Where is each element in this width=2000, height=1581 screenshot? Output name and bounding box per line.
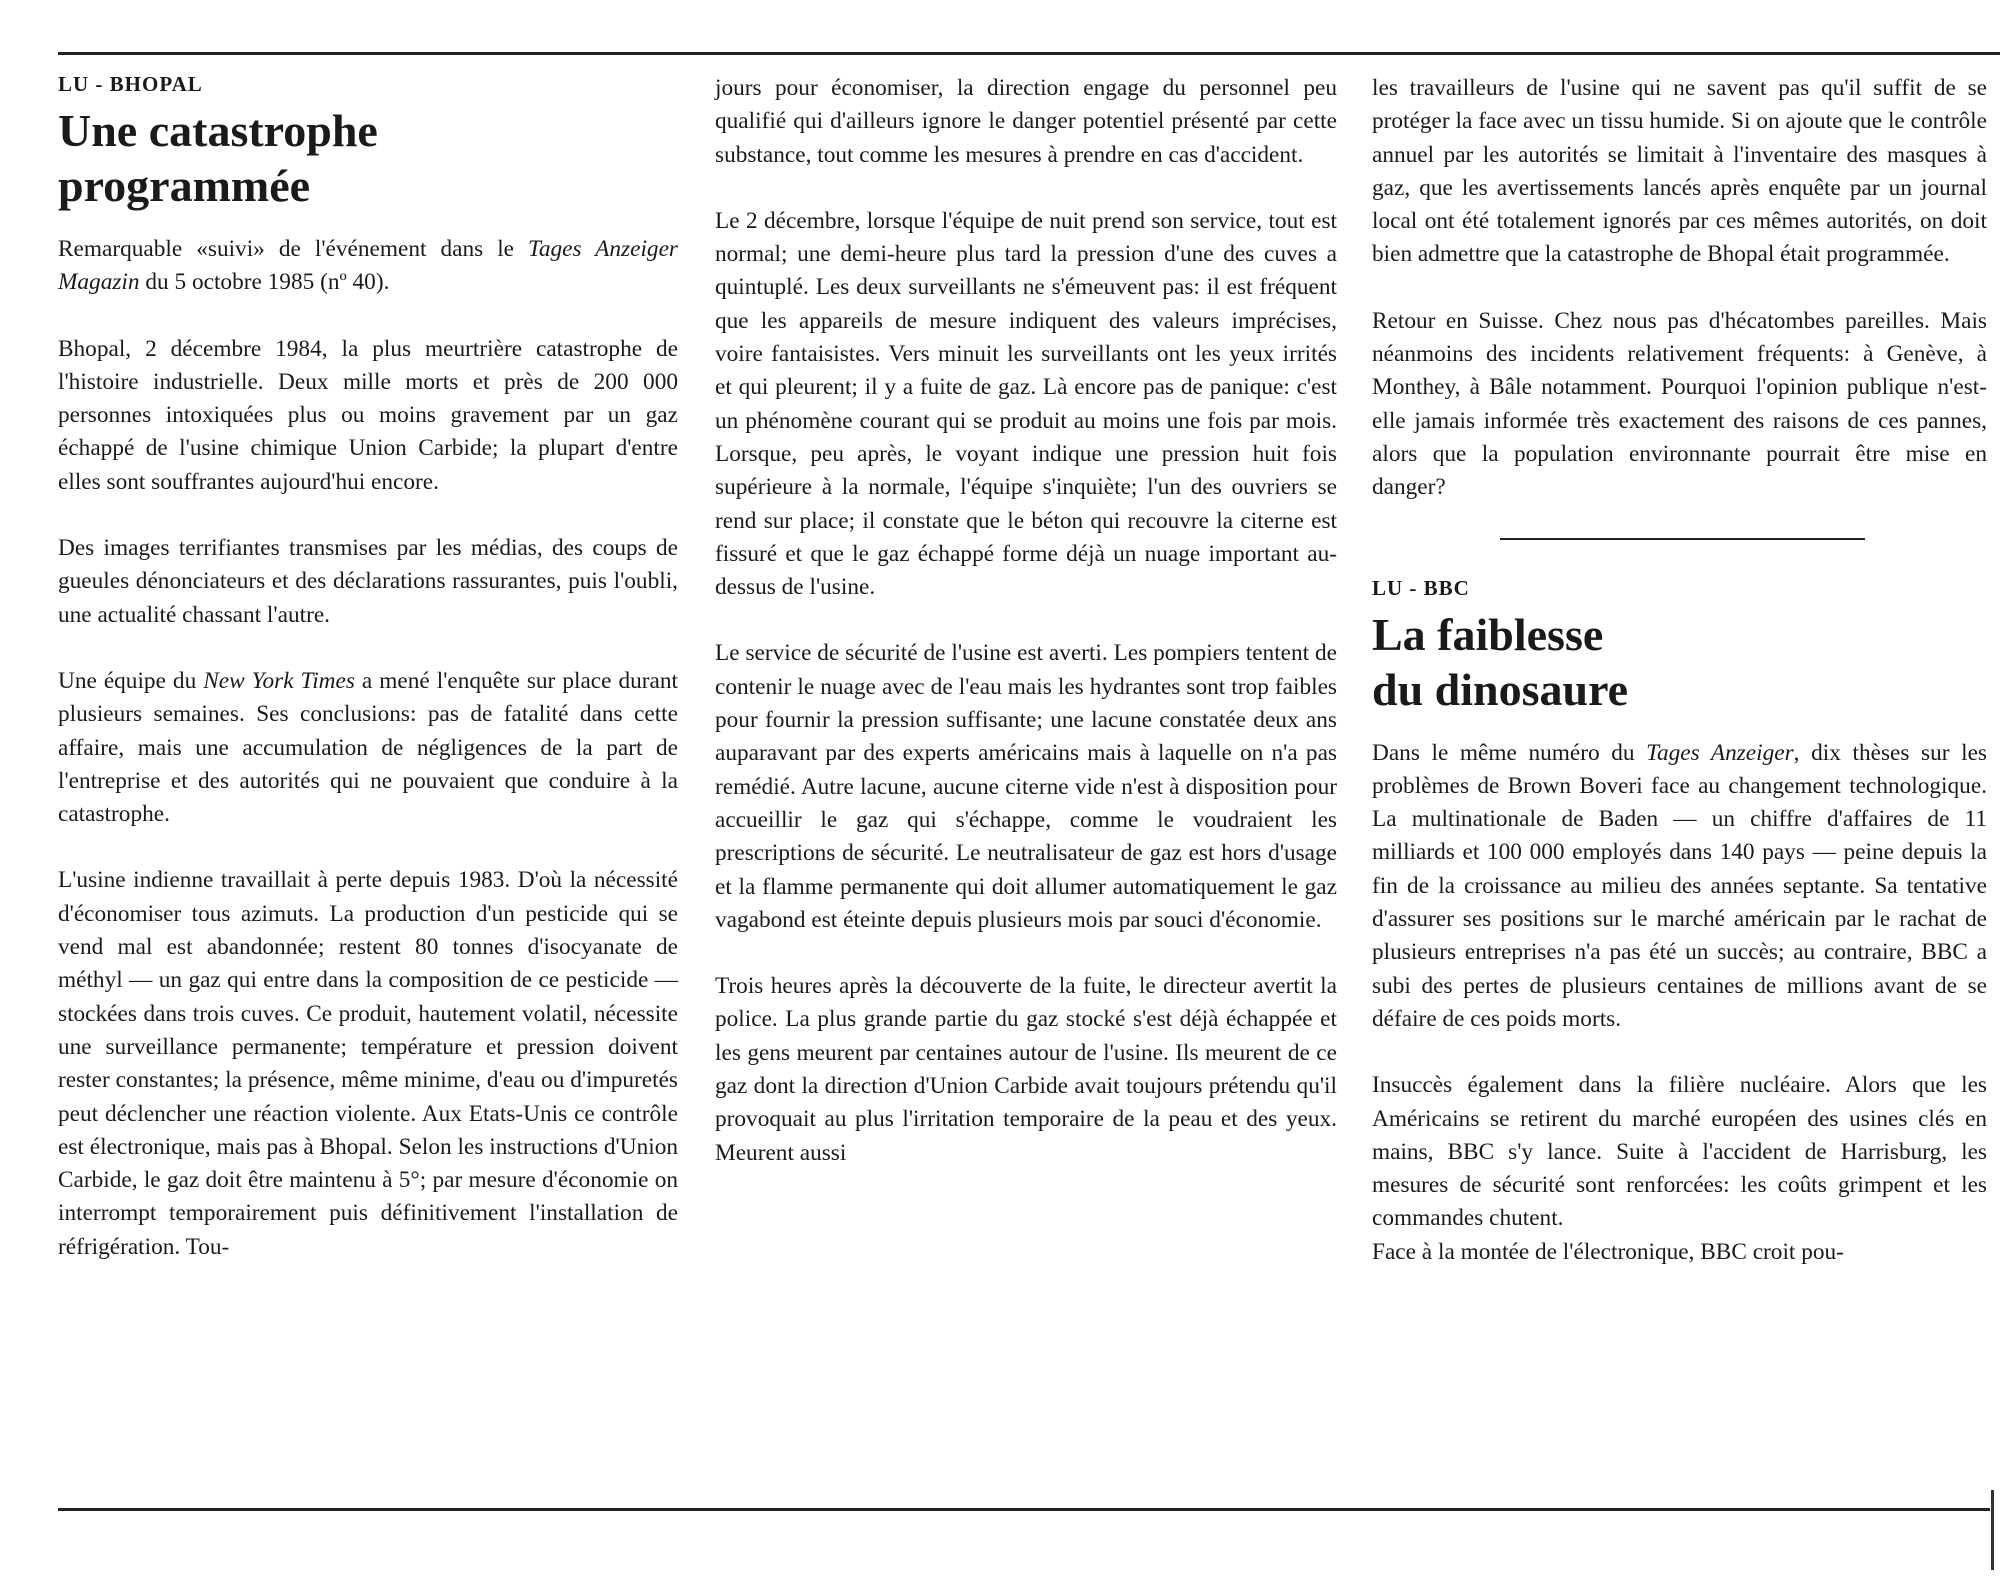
body-paragraph: Retour en Suisse. Chez nous pas d'hécatombes pareilles. Mais néanmoins des incidents relativement fréquents: à Genève, à Monthey, à Bâle notamment. Pourquoi l'opinion publique n'est-elle jamais informée très exactement des raisons de ces pannes, alors que la population environnante pourrait être mise en danger?	[1372, 307, 1987, 501]
body-paragraph: Dans le même numéro du Tages Anzeiger, dix thèses sur les problèmes de Brown Boveri face au changement technologique. La multinationale de Baden — un chiffre d'affaires de 11 milliards et 100 000 employés dans 140 pays — peine depuis la fin de la croissance au milieu des années septante. Sa tentative d'assurer ses positions sur le marché américain par le rachat de plusieurs entreprises n'a pas été un succès; au contraire, BBC a subi des pertes de plusieurs centaines de millions avant de se défaire de ces poids morts.	[1372, 739, 1987, 1032]
body-paragraph: Insuccès également dans la filière nucléaire. Alors que les Américains se retirent du marché européen des usines clés en mains, BBC s'y lance. Suite à l'accident de Harrisburg, les mesures de sécurité sont renforcées: les coûts grimpent et les commandes chutent.	[1372, 1072, 1987, 1232]
magazine-name: Tages Anzeiger	[1646, 739, 1794, 766]
section-separator	[1500, 538, 1865, 540]
body-paragraph: Bhopal, 2 décembre 1984, la plus meurtrière catastrophe de l'histoire industrielle. Deux mille morts et près de 200 000 personnes intoxiquées plus ou moins gravement par un gaz échappé de l'usine chimique Union Carbide; la plupart d'entre elles sont souffrantes aujourd'hui encore.	[58, 335, 678, 495]
title-line: Une catastrophe	[58, 105, 378, 156]
body-paragraph: Des images terrifiantes transmises par les médias, des coups de gueules dénonciateurs et des déclarations rassurantes, puis l'oubli, une actualité chassant l'autre.	[58, 535, 678, 628]
title-line: du dinosaure	[1372, 663, 1629, 715]
right-edge-mark	[1991, 1490, 1994, 1570]
column-3	[1372, 72, 1987, 1269]
article-title-bbc	[1372, 607, 1987, 717]
body-paragraph: Le 2 décembre, lorsque l'équipe de nuit prend son service, tout est normal; une demi-heure plus tard la pression d'une des cuves a quintuplé. Les deux surveillants ne s'émeuvent pas: il est fréquent que les appareils de mesure indiquent des valeurs imprécises, voire fantaisistes. Vers minuit les surveillants ont les yeux irrités et qui pleurent; il y a fuite de gaz. Là encore pas de panique: c'est un phénomène courant qui se produit au moins une fois par mois. Lorsque, peu après, le voyant indique une pression huit fois supérieure à la normale, l'équipe s'inquiète; l'un des ouvriers se rend sur place; il constate que le béton qui recouvre la citerne est fissuré et que le gaz échappé forme déjà un nuage important au-dessus de l'usine.	[715, 207, 1337, 601]
body-paragraph: Trois heures après la découverte de la fuite, le directeur avertit la police. La plus grande partie du gaz stocké s'est déjà échappée et les gens meurent par centaines autour de l'usine. Ils meurent de ce gaz dont la direction d'Union Carbide avait toujours prétendu qu'il provoquait au plus l'irritation temporaire de la peau et des yeux. Meurent aussi	[715, 973, 1337, 1166]
bottom-rule	[58, 1508, 1990, 1511]
body-paragraph: Face à la montée de l'électronique, BBC croit pou-	[1372, 1238, 1844, 1265]
section-kicker-bbc: LU - BBC	[1372, 575, 1470, 600]
magazine-name: Tages Anzeiger Magazin	[58, 236, 678, 296]
body-paragraph: Le service de sécurité de l'usine est averti. Les pompiers tentent de contenir le nuage avec de l'eau mais les hydrantes sont trop faibles pour fournir la pression suffisante; une lacune constatée deux ans auparavant par des experts américains mais à laquelle on n'a pas remédié. Autre lacune, aucune citerne vide n'est à disposition pour accueillir le gaz qui s'échappe, comme le voudraient les prescriptions de sécurité. Le neutralisateur de gaz est hors d'usage et la flamme permanente qui doit allumer automatiquement le gaz vagabond est éteinte depuis plusieurs mois par souci d'économie.	[715, 640, 1337, 933]
body-paragraph: L'usine indienne travaillait à perte depuis 1983. D'où la nécessité d'économiser tous azimuts. La production d'un pesticide qui se vend mal est abandonnée; restent 80 tonnes d'isocyanate de méthyl — un gaz qui entre dans la composition de ce pesticide — stockées dans trois cuves. Ce produit, hautement volatil, nécessite une surveillance permanente; température et pression doivent rester constantes; la présence, même minime, d'eau ou d'impuretés peut déclencher une réaction violente. Aux Etats-Unis ce contrôle est électronique, mais pas à Bhopal. Selon les instructions d'Union Carbide, le gaz doit être maintenu à 5°; par mesure d'économie on interrompt temporairement puis définitivement l'installation de réfrigération. Tou-	[58, 867, 678, 1260]
body-paragraph: Une équipe du New York Times a mené l'enquête sur place durant plusieurs semaines. Ses conclusions: pas de fatalité dans cette affaire, mais une accumulation de négligences de la part de l'entreprise et des autorités qui ne pouvaient que conduire à la catastrophe.	[58, 667, 678, 828]
column-2	[715, 72, 1337, 1170]
section-kicker-bhopal: LU - BHOPAL	[58, 72, 203, 96]
newspaper-name: New York Times	[203, 667, 355, 694]
body-paragraph: les travailleurs de l'usine qui ne savent pas qu'il suffit de se protéger la face avec un tissu humide. Si on ajoute que le contrôle annuel par les autorités se limitait à l'inventaire des masques à gaz, que les avertissements lancés après enquête par un journal local ont été totalement ignorés par ces mêmes autorités, on doit bien admettre que la catastrophe de Bhopal était programmée.	[1372, 75, 1987, 268]
title-line: programmée	[58, 160, 311, 211]
title-line: La faiblesse	[1372, 608, 1604, 660]
column-1	[58, 72, 678, 1264]
top-rule	[58, 52, 2000, 55]
article-title-bhopal	[58, 103, 678, 213]
intro-paragraph: Remarquable «suivi» de l'événement dans le Tages Anzeiger Magazin du 5 octobre 1985 (nº 40).	[58, 236, 678, 296]
body-paragraph: jours pour économiser, la direction engage du personnel peu qualifié qui d'ailleurs ignore le danger potentiel présenté par cette substance, tout comme les mesures à prendre en cas d'accident.	[715, 75, 1337, 168]
